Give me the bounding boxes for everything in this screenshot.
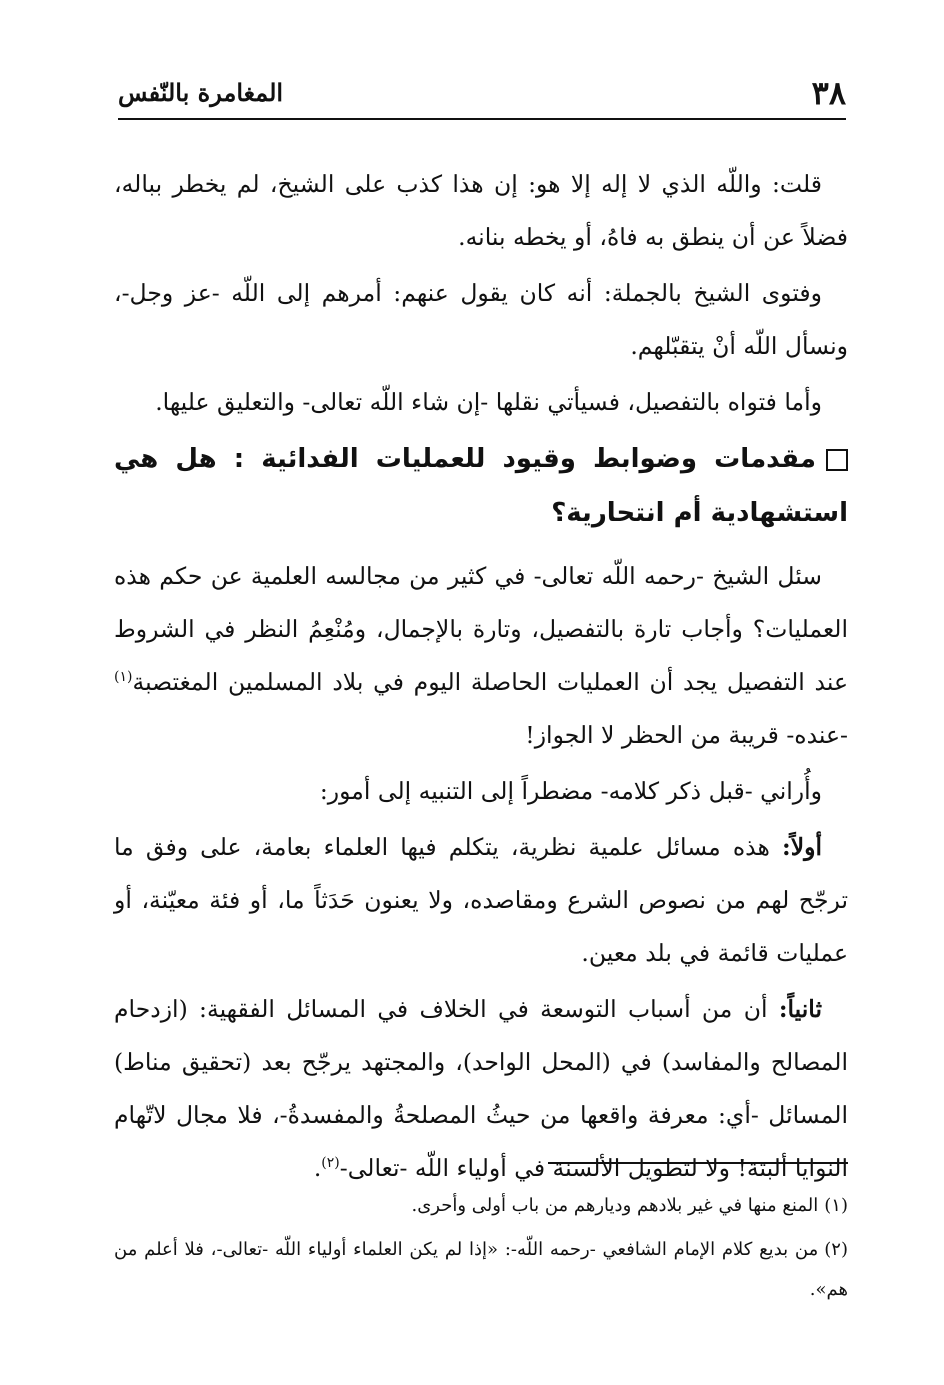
footnote-text: من بديع كلام الإمام الشافعي -رحمه اللّه-: «إذا لم يكن العلماء أولياء اللّه -تعالى-، فلا أعلم من هم». xyxy=(114,1239,848,1300)
running-title: المغامرة بالنّفس xyxy=(118,78,284,107)
paragraph xyxy=(114,821,848,980)
paragraph-text: أن من أسباب التوسعة في الخلاف في المسائل الفقهية: (ازدحام المصالح والمفاسد) في (المحل الواحد)، والمجتهد يرجّح بعد (تحقيق مناط) المسائل -أي: معرفة واقعها من حيثُ المصلحةُ والمفسدةُ-، فلا مجال لاتّهام النوايا ألبتة! ولا لتطويل الألسنة في أولياء اللّه -تعالى- xyxy=(114,995,848,1182)
section-heading xyxy=(114,432,848,540)
footnote-number: (٢) xyxy=(824,1239,848,1260)
footnote-text: المنع منها في غير بلادهم وديارهم من باب أولى وأحرى. xyxy=(411,1195,819,1216)
paragraph: وأما فتواه بالتفصيل، فسيأتي نقلها -إن شاء اللّه تعالى- والتعليق عليها. xyxy=(155,388,822,416)
paragraph xyxy=(114,550,848,762)
page-body xyxy=(114,158,848,1198)
footnotes xyxy=(114,1186,848,1314)
page-number: ٣٨ xyxy=(811,74,846,112)
page-header xyxy=(118,70,846,120)
point-lead: ثانياً: xyxy=(778,995,822,1023)
paragraph: وأُراني -قبل ذكر كلامه- مضطراً إلى التنبيه إلى أمور: xyxy=(319,777,822,805)
footnote-number: (١) xyxy=(824,1195,848,1216)
footnote-reference: (١) xyxy=(114,669,133,686)
footnote xyxy=(114,1186,848,1226)
section-heading-text: مقدمات وضوابط وقيود للعمليات الفدائية : هل هي استشهادية أم انتحارية؟ xyxy=(114,444,848,528)
paragraph: وفتوى الشيخ بالجملة: أنه كان يقول عنهم: أمرهم إلى اللّه -عز وجل-، ونسأل اللّه أنْ يتقبّلهم. xyxy=(114,279,848,360)
paragraph: قلت: واللّه الذي لا إله إلا هو: إن هذا كذب على الشيخ، لم يخطر بباله، فضلاً عن أن ينطق به فاهُ، أو يخطه بنانه. xyxy=(114,170,848,251)
footnote xyxy=(114,1230,848,1310)
paragraph-text: هذه مسائل علمية نظرية، يتكلم فيها العلماء بعامة، على وفق ما ترجّح لهم من نصوص الشرع ومقاصده، ولا يعنون حَدَثاً ما، أو فئة معيّنة، أو عمليات قائمة في بلد معين. xyxy=(114,833,848,967)
paragraph-text-tail: -عنده- قريبة من الحظر لا الجواز! xyxy=(525,721,848,749)
paragraph-text-tail: . xyxy=(313,1154,322,1182)
square-bullet-icon xyxy=(826,449,848,471)
point-lead: أولاً: xyxy=(782,833,822,861)
paragraph-text: سئل الشيخ -رحمه اللّه تعالى- في كثير من مجالسه العلمية عن حكم هذه العمليات؟ وأجاب تارة بالتفصيل، وتارة بالإجمال، ومُنْعِمُ النظر في الشروط عند التفصيل يجد أن العمليات الحاصلة اليوم في بلاد المسلمين المغتصبة xyxy=(114,562,848,696)
footnote-reference: (٢) xyxy=(321,1155,340,1172)
footnote-divider xyxy=(548,1162,848,1164)
